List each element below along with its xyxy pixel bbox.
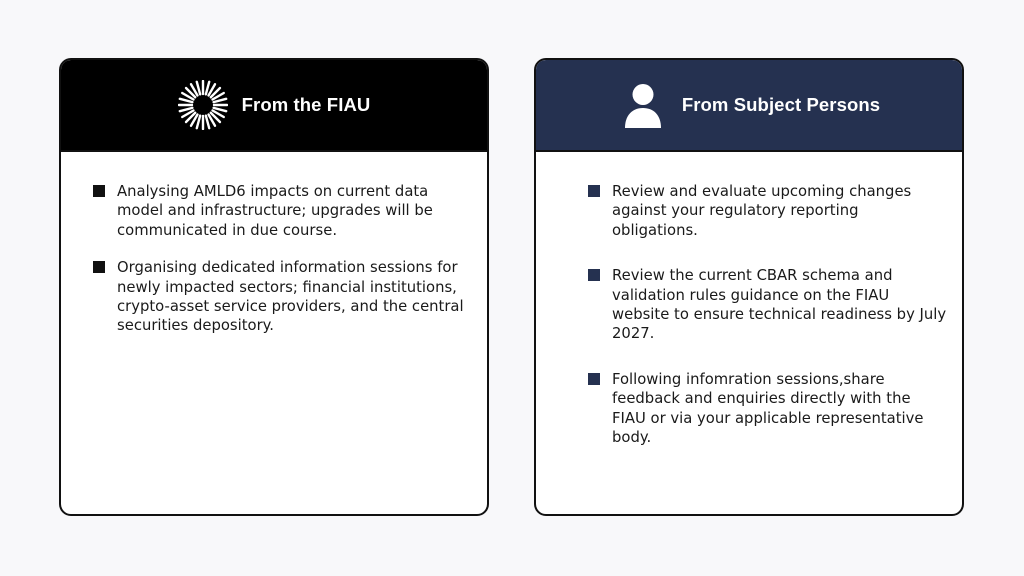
- list-item-text: Review the current CBAR schema and validation rules guidance on the FIAU website to ensure technical readiness by July 2027.: [612, 267, 947, 343]
- list-item: [93, 258, 467, 336]
- square-bullet-icon: [588, 185, 600, 197]
- square-bullet-icon: [588, 269, 600, 281]
- list-item: [588, 266, 948, 344]
- list-item: [588, 182, 948, 240]
- sunburst-logo-icon: [178, 80, 228, 130]
- fiau-card: [59, 58, 489, 516]
- list-item-text: Organising dedicated information sessions for newly impacted sectors; financial institutions, crypto-asset service providers, and the central securities depository.: [117, 259, 464, 335]
- list-item-text: Review and evaluate upcoming changes against your regulatory reporting obligations.: [612, 183, 912, 239]
- square-bullet-icon: [588, 373, 600, 385]
- list-item-text: Following infomration sessions,share feedback and enquiries directly with the FIAU or via your applicable representative body.: [612, 370, 924, 447]
- fiau-card-header: [61, 60, 487, 152]
- subject-persons-card-header: [536, 60, 962, 152]
- subject-persons-card-title: From Subject Persons: [681, 94, 881, 115]
- fiau-items-list: [61, 152, 487, 336]
- square-bullet-icon: [93, 185, 105, 197]
- square-bullet-icon: [93, 261, 105, 273]
- list-item-text: Analysing AMLD6 impacts on current data model and infrastructure; upgrades will be communicated in due course.: [117, 183, 433, 239]
- subject-persons-items-list: [536, 152, 962, 447]
- list-item: [93, 182, 467, 240]
- fiau-card-title: From the FIAU: [241, 94, 371, 115]
- list-item: [588, 370, 948, 448]
- person-icon: [618, 80, 668, 130]
- subject-persons-card: [534, 58, 964, 516]
